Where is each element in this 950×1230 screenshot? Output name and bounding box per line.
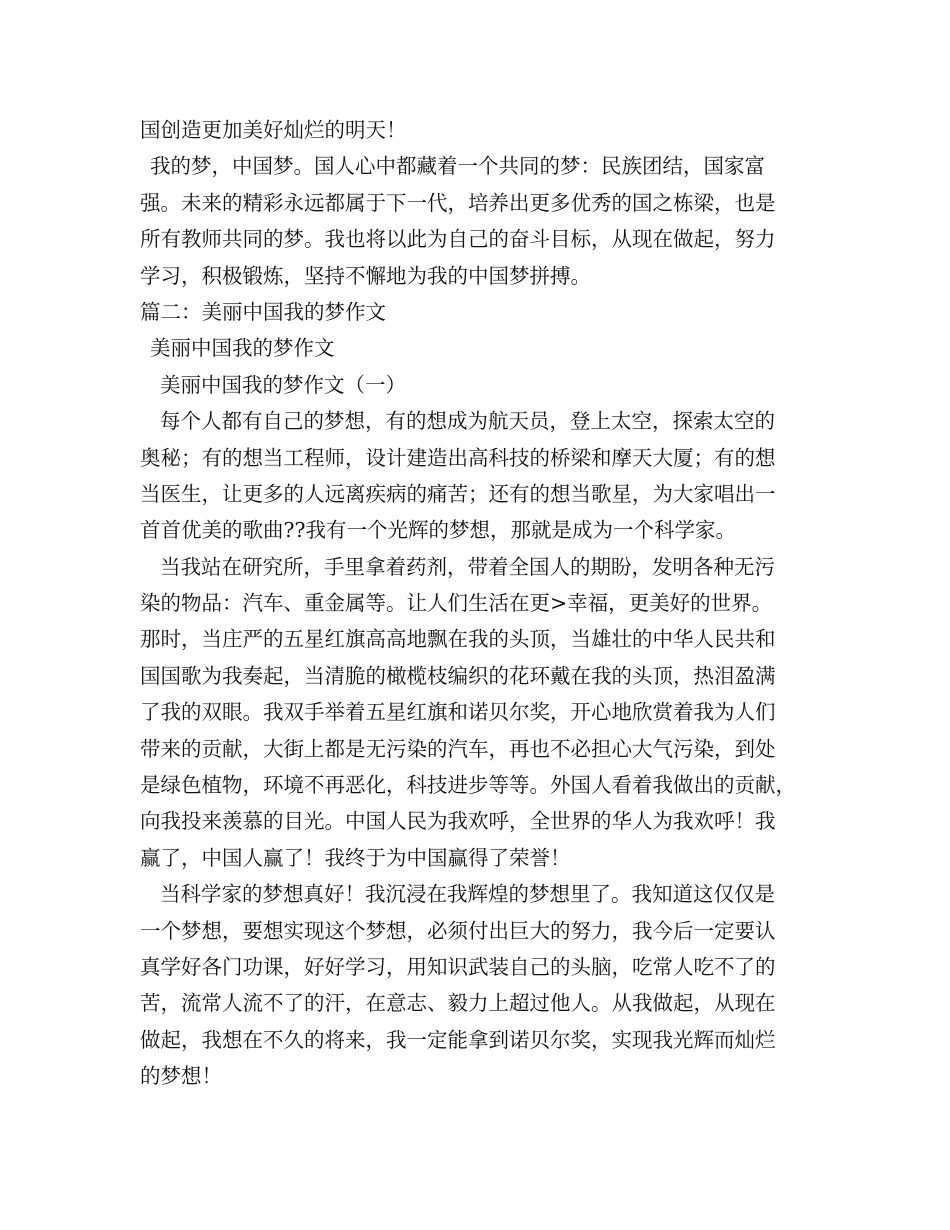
article-subtitle: 美丽中国我的梦作文（一） (160, 372, 406, 397)
text-line: 我的梦，中国梦。国人心中都藏着一个共同的梦：民族团结，国家富 (150, 154, 765, 179)
text-line: 是绿色植物，环境不再恶化，科技进步等等。外国人看着我做出的贡献， (140, 773, 796, 798)
text-line: 染的物品：汽车、重金属等。让人们生活在更>幸福，更美好的世界。 (140, 591, 773, 616)
text-line: 学习，积极锻炼，坚持不懈地为我的中国梦拼搏。 (140, 263, 591, 288)
text-line: 国创造更加美好灿烂的明天！ (140, 118, 407, 142)
text-line: 一个梦想，要想实现这个梦想，必须付出巨大的努力，我今后一定要认 (140, 918, 776, 943)
text-line: 当我站在研究所，手里拿着药剂，带着全国人的期盼，发明各种无污 (160, 554, 775, 579)
text-line: 赢了，中国人赢了！我终于为中国赢得了荣誉！ (140, 845, 571, 870)
text-line: 当医生，让更多的人远离疾病的痛苦；还有的想当歌星，为大家唱出一 (140, 481, 776, 506)
text-line: 带来的贡献，大街上都是无污染的汽车，再也不必担心大气污染，到处 (140, 736, 776, 761)
text-line: 每个人都有自己的梦想，有的想成为航天员，登上太空，探索太空的 (160, 409, 775, 434)
text-line: 当科学家的梦想真好！我沉浸在我辉煌的梦想里了。我知道这仅仅是 (160, 882, 775, 907)
text-line: 的梦想！ (140, 1064, 222, 1089)
text-line: 了我的双眼。我双手举着五星红旗和诺贝尔奖，开心地欣赏着我为人们 (140, 700, 776, 725)
text-line: 国国歌为我奏起，当清脆的橄榄枝编织的花环戴在我的头顶，热泪盈满 (140, 663, 776, 688)
document-body (140, 112, 820, 1095)
text-line: 真学好各门功课，好好学习，用知识武装自己的头脑，吃常人吃不了的 (140, 954, 776, 979)
text-line: 所有教师共同的梦。我也将以此为自己的奋斗目标，从现在做起，努力 (140, 227, 776, 252)
text-line: 奥秘；有的想当工程师，设计建造出高科技的桥梁和摩天大厦；有的想 (140, 445, 776, 470)
text-line: 强。未来的精彩永远都属于下一代，培养出更多优秀的国之栋梁，也是 (140, 190, 776, 215)
text-line: 那时，当庄严的五星红旗高高地飘在我的头顶，当雄壮的中华人民共和 (140, 627, 776, 652)
section-heading: 篇二：美丽中国我的梦作文 (140, 299, 386, 324)
text-line: 向我投来羡慕的目光。中国人民为我欢呼，全世界的华人为我欢呼！我 (140, 809, 776, 834)
article-title: 美丽中国我的梦作文 (150, 336, 335, 361)
text-line: 首首优美的歌曲??我有一个光辉的梦想，那就是成为一个科学家。 (140, 518, 736, 543)
text-line: 做起，我想在不久的将来，我一定能拿到诺贝尔奖，实现我光辉而灿烂 (140, 1027, 776, 1052)
text-line: 苦，流常人流不了的汗，在意志、毅力上超过他人。从我做起，从现在 (140, 991, 776, 1016)
